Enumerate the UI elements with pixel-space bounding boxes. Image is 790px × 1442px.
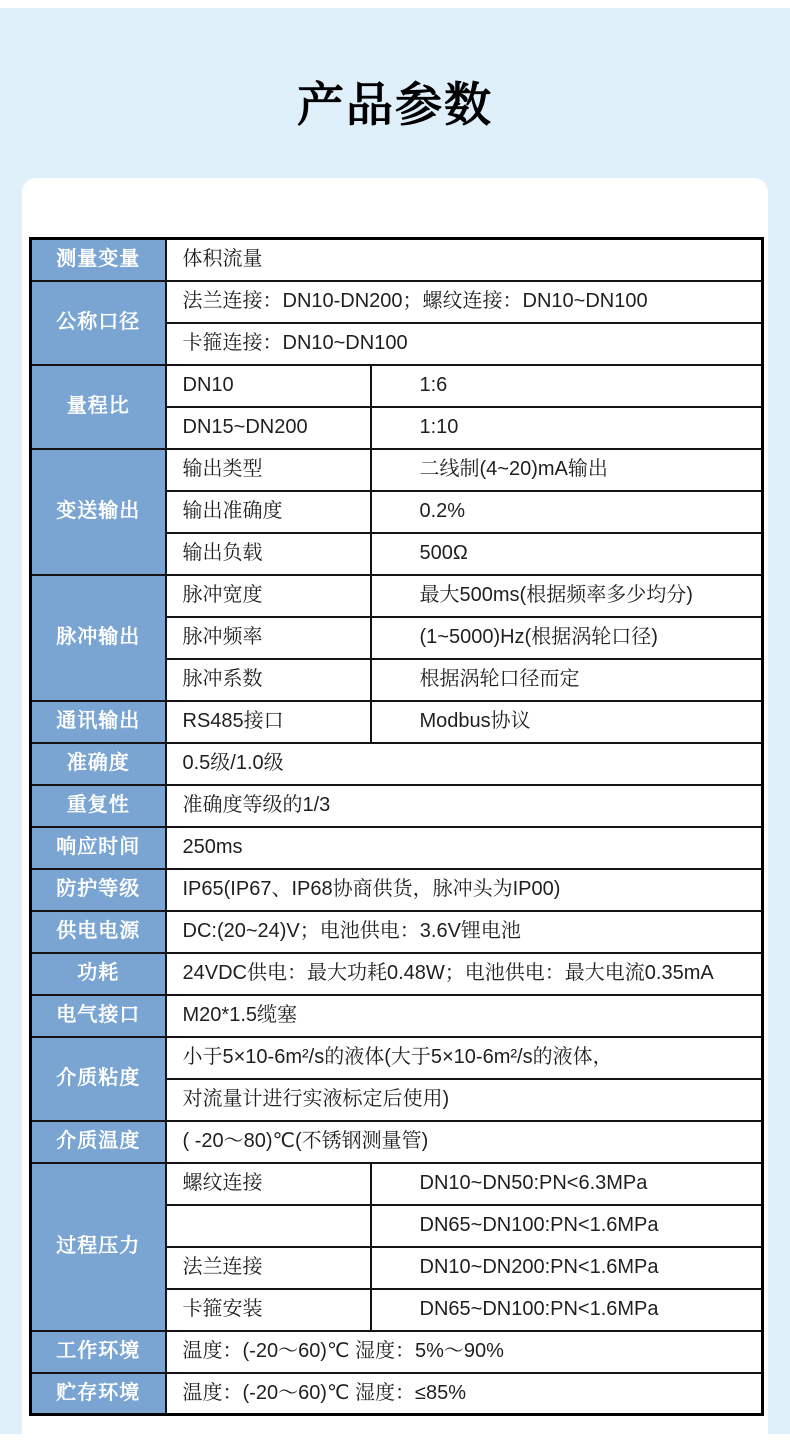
value-cell: 法兰连接：DN10-DN200；螺纹连接：DN10~DN100: [166, 281, 763, 323]
section-label: 公称口径: [31, 281, 166, 365]
table-row: [31, 953, 763, 995]
param-cell: 输出准确度: [166, 491, 371, 533]
section-label: 量程比: [31, 365, 166, 449]
table-row: [31, 911, 763, 953]
value-cell: 24VDC供电：最大功耗0.48W；电池供电：最大电流0.35mA: [166, 953, 763, 995]
table-row: [31, 1121, 763, 1163]
value-cell: 卡箍连接：DN10~DN100: [166, 323, 763, 365]
param-cell: 脉冲系数: [166, 659, 371, 701]
section-label: 过程压力: [31, 1163, 166, 1331]
param-cell: [166, 1205, 371, 1247]
value-cell: ( -20～80)℃(不锈钢测量管): [166, 1121, 763, 1163]
table-row: [31, 1373, 763, 1415]
value-cell: DN10~DN50:PN<6.3MPa: [371, 1163, 763, 1205]
table-row: [31, 575, 763, 617]
table-row: [31, 785, 763, 827]
section-label: 功耗: [31, 953, 166, 995]
table-row: [31, 995, 763, 1037]
param-cell: DN10: [166, 365, 371, 407]
section-label: 介质温度: [31, 1121, 166, 1163]
section-label: 贮存环境: [31, 1373, 166, 1415]
table-row: [31, 1163, 763, 1205]
param-cell: 输出负载: [166, 533, 371, 575]
table-row: [31, 365, 763, 407]
section-label: 重复性: [31, 785, 166, 827]
table-row: [31, 239, 763, 281]
value-cell: DN10~DN200:PN<1.6MPa: [371, 1247, 763, 1289]
value-cell: (1~5000)Hz(根据涡轮口径): [371, 617, 763, 659]
value-cell: DC:(20~24)V；电池供电：3.6V锂电池: [166, 911, 763, 953]
value-cell: 二线制(4~20)mA输出: [371, 449, 763, 491]
table-row: [31, 869, 763, 911]
value-cell: 500Ω: [371, 533, 763, 575]
section-label: 响应时间: [31, 827, 166, 869]
value-cell: 准确度等级的1/3: [166, 785, 763, 827]
value-cell: 对流量计进行实液标定后使用): [166, 1079, 763, 1121]
value-cell: 温度：(-20～60)℃ 湿度：≤85%: [166, 1373, 763, 1415]
value-cell: 1:6: [371, 365, 763, 407]
section-label: 通讯输出: [31, 701, 166, 743]
param-cell: DN15~DN200: [166, 407, 371, 449]
table-row: [31, 701, 763, 743]
table-row: [31, 827, 763, 869]
value-cell: 根据涡轮口径而定: [371, 659, 763, 701]
value-cell: 体积流量: [166, 239, 763, 281]
table-row: [31, 449, 763, 491]
section-label: 准确度: [31, 743, 166, 785]
param-cell: 螺纹连接: [166, 1163, 371, 1205]
section-label: 介质粘度: [31, 1037, 166, 1121]
value-cell: 小于5×10-6m²/s的液体(大于5×10-6m²/s的液体，: [166, 1037, 763, 1079]
param-cell: 法兰连接: [166, 1247, 371, 1289]
param-cell: 输出类型: [166, 449, 371, 491]
table-row: [31, 743, 763, 785]
table-row: [31, 1331, 763, 1373]
value-cell: 最大500ms(根据频率多少均分): [371, 575, 763, 617]
param-cell: 脉冲频率: [166, 617, 371, 659]
value-cell: 温度：(-20～60)℃ 湿度：5%～90%: [166, 1331, 763, 1373]
param-cell: 脉冲宽度: [166, 575, 371, 617]
section-label: 防护等级: [31, 869, 166, 911]
value-cell: 250ms: [166, 827, 763, 869]
table-row: [31, 1037, 763, 1079]
value-cell: 0.2%: [371, 491, 763, 533]
value-cell: 1:10: [371, 407, 763, 449]
param-cell: RS485接口: [166, 701, 371, 743]
section-label: 脉冲输出: [31, 575, 166, 701]
spec-table: [29, 237, 764, 1416]
section-label: 变送输出: [31, 449, 166, 575]
spec-table-body: [31, 239, 763, 1415]
section-label: 测量变量: [31, 239, 166, 281]
table-row: [31, 281, 763, 323]
value-cell: IP65(IP67、IP68协商供货，脉冲头为IP00): [166, 869, 763, 911]
param-cell: 卡箍安装: [166, 1289, 371, 1331]
section-label: 供电电源: [31, 911, 166, 953]
page-title: 产品参数: [297, 78, 493, 131]
value-cell: DN65~DN100:PN<1.6MPa: [371, 1205, 763, 1247]
value-cell: 0.5级/1.0级: [166, 743, 763, 785]
section-label: 工作环境: [31, 1331, 166, 1373]
value-cell: Modbus协议: [371, 701, 763, 743]
value-cell: DN65~DN100:PN<1.6MPa: [371, 1289, 763, 1331]
page-background: [0, 8, 790, 1434]
section-label: 电气接口: [31, 995, 166, 1037]
spec-card: [22, 178, 768, 1435]
value-cell: M20*1.5缆塞: [166, 995, 763, 1037]
